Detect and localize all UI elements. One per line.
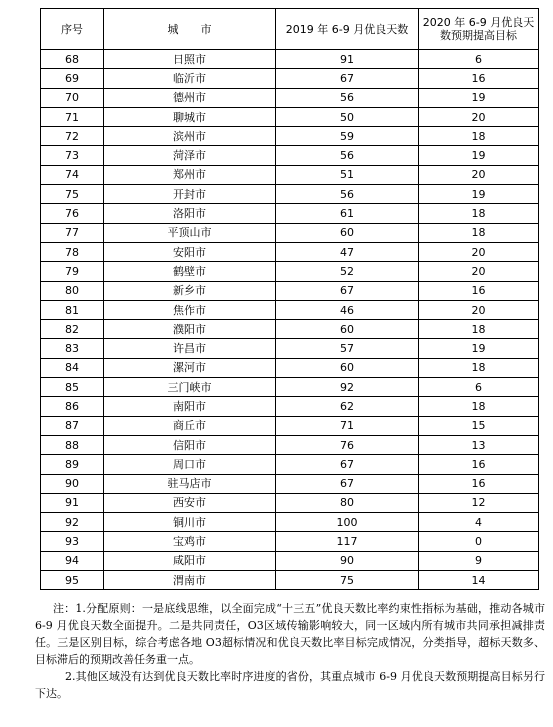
header-2020-target: 2020 年 6-9 月优良天数预期提高目标 — [419, 9, 539, 50]
table-row — [41, 320, 539, 339]
table-row — [41, 416, 539, 435]
cell-serial: 92 — [41, 513, 104, 532]
table-row — [41, 204, 539, 223]
cell-2019-days: 67 — [276, 455, 419, 474]
cell-2020-target: 19 — [419, 339, 539, 358]
cell-2019-days: 91 — [276, 50, 419, 69]
cell-2019-days: 76 — [276, 435, 419, 454]
table-row — [41, 107, 539, 126]
cell-2020-target: 19 — [419, 146, 539, 165]
cell-city: 周口市 — [104, 455, 276, 474]
cell-2020-target: 20 — [419, 165, 539, 184]
cell-serial: 75 — [41, 185, 104, 204]
cell-serial: 77 — [41, 223, 104, 242]
cell-serial: 83 — [41, 339, 104, 358]
cell-serial: 73 — [41, 146, 104, 165]
cell-2020-target: 19 — [419, 88, 539, 107]
cell-serial: 74 — [41, 165, 104, 184]
cell-serial: 85 — [41, 378, 104, 397]
cell-city: 郑州市 — [104, 165, 276, 184]
cell-2019-days: 50 — [276, 107, 419, 126]
cell-city: 德州市 — [104, 88, 276, 107]
cell-city: 聊城市 — [104, 107, 276, 126]
cell-2019-days: 56 — [276, 185, 419, 204]
cell-2020-target: 18 — [419, 397, 539, 416]
cell-city: 宝鸡市 — [104, 532, 276, 551]
cell-city: 咸阳市 — [104, 551, 276, 570]
cell-serial: 84 — [41, 358, 104, 377]
cell-2019-days: 67 — [276, 69, 419, 88]
cell-city: 南阳市 — [104, 397, 276, 416]
notes-section — [35, 600, 545, 702]
table-row — [41, 455, 539, 474]
cell-serial: 76 — [41, 204, 104, 223]
cell-2020-target: 16 — [419, 455, 539, 474]
cell-2020-target: 16 — [419, 474, 539, 493]
cell-2019-days: 60 — [276, 320, 419, 339]
cell-2020-target: 0 — [419, 532, 539, 551]
cell-2020-target: 20 — [419, 242, 539, 261]
cell-city: 日照市 — [104, 50, 276, 69]
table-row — [41, 378, 539, 397]
cell-serial: 91 — [41, 493, 104, 512]
cell-2019-days: 56 — [276, 88, 419, 107]
cell-serial: 95 — [41, 571, 104, 590]
cell-city: 焦作市 — [104, 300, 276, 319]
cell-2020-target: 13 — [419, 435, 539, 454]
table-row — [41, 185, 539, 204]
table-row — [41, 339, 539, 358]
cell-2019-days: 117 — [276, 532, 419, 551]
cell-2020-target: 18 — [419, 358, 539, 377]
table-row — [41, 127, 539, 146]
header-serial: 序号 — [41, 9, 104, 50]
cell-city: 信阳市 — [104, 435, 276, 454]
cell-city: 菏泽市 — [104, 146, 276, 165]
cell-2019-days: 52 — [276, 262, 419, 281]
cell-city: 许昌市 — [104, 339, 276, 358]
cell-2019-days: 62 — [276, 397, 419, 416]
cell-city: 商丘市 — [104, 416, 276, 435]
table-row — [41, 281, 539, 300]
cell-city: 安阳市 — [104, 242, 276, 261]
cell-serial: 72 — [41, 127, 104, 146]
cell-2020-target: 19 — [419, 185, 539, 204]
cell-2020-target: 18 — [419, 223, 539, 242]
cell-2019-days: 56 — [276, 146, 419, 165]
cell-2020-target: 20 — [419, 107, 539, 126]
cell-city: 濮阳市 — [104, 320, 276, 339]
cell-serial: 70 — [41, 88, 104, 107]
cell-2020-target: 20 — [419, 300, 539, 319]
cell-city: 临沂市 — [104, 69, 276, 88]
cell-2019-days: 47 — [276, 242, 419, 261]
cell-2019-days: 51 — [276, 165, 419, 184]
cell-city: 西安市 — [104, 493, 276, 512]
cell-city: 滨州市 — [104, 127, 276, 146]
cell-2019-days: 67 — [276, 474, 419, 493]
cell-city: 开封市 — [104, 185, 276, 204]
table-row — [41, 551, 539, 570]
cell-2020-target: 14 — [419, 571, 539, 590]
cell-serial: 87 — [41, 416, 104, 435]
table-row — [41, 146, 539, 165]
table-row — [41, 532, 539, 551]
cell-2019-days: 92 — [276, 378, 419, 397]
cell-city: 新乡市 — [104, 281, 276, 300]
note-1: 注：1.分配原则：一是底线思维，以全面完成“十三五”优良天数比率约束性指标为基础，推动各城市 6-9 月优良天数全面提升。二是共同责任，O3区域传输影响较大，同一区域内所有城市共同承担减排责任。三是区别目标，综合考虑各地 O3超标情况和优良天数比率目标完成情况，分类指导，超标天数多、目标滞后的预期改善任务重一点。 — [35, 602, 545, 666]
cell-city: 漯河市 — [104, 358, 276, 377]
cell-2020-target: 20 — [419, 262, 539, 281]
cell-serial: 71 — [41, 107, 104, 126]
cell-serial: 78 — [41, 242, 104, 261]
table-row — [41, 358, 539, 377]
header-2019-days: 2019 年 6-9 月优良天数 — [276, 9, 419, 50]
cell-serial: 81 — [41, 300, 104, 319]
table-row — [41, 300, 539, 319]
cell-2019-days: 57 — [276, 339, 419, 358]
cell-city: 驻马店市 — [104, 474, 276, 493]
cell-2019-days: 60 — [276, 358, 419, 377]
cell-serial: 69 — [41, 69, 104, 88]
data-table-container — [40, 8, 538, 590]
table-row — [41, 88, 539, 107]
table-row — [41, 435, 539, 454]
cell-2019-days: 46 — [276, 300, 419, 319]
cell-city: 鹤壁市 — [104, 262, 276, 281]
table-row — [41, 69, 539, 88]
cell-serial: 90 — [41, 474, 104, 493]
cell-serial: 82 — [41, 320, 104, 339]
note-2: 2.其他区域没有达到优良天数比率时序进度的省份，其重点城市 6-9 月优良天数预期提高目标另行下达。 — [35, 670, 545, 700]
cell-serial: 68 — [41, 50, 104, 69]
table-row — [41, 474, 539, 493]
cell-2020-target: 9 — [419, 551, 539, 570]
cell-city: 铜川市 — [104, 513, 276, 532]
cell-serial: 89 — [41, 455, 104, 474]
cell-2020-target: 6 — [419, 378, 539, 397]
cell-serial: 88 — [41, 435, 104, 454]
cell-2020-target: 18 — [419, 320, 539, 339]
cell-2019-days: 59 — [276, 127, 419, 146]
table-row — [41, 513, 539, 532]
cell-2019-days: 90 — [276, 551, 419, 570]
cell-2020-target: 12 — [419, 493, 539, 512]
cell-city: 三门峡市 — [104, 378, 276, 397]
table-row — [41, 223, 539, 242]
cell-2019-days: 80 — [276, 493, 419, 512]
cell-serial: 86 — [41, 397, 104, 416]
cell-2020-target: 15 — [419, 416, 539, 435]
cell-serial: 80 — [41, 281, 104, 300]
table-row — [41, 242, 539, 261]
good-air-days-table — [40, 8, 539, 590]
cell-serial: 94 — [41, 551, 104, 570]
cell-city: 渭南市 — [104, 571, 276, 590]
cell-city: 平顶山市 — [104, 223, 276, 242]
table-header-row — [41, 9, 539, 50]
table-row — [41, 165, 539, 184]
cell-2020-target: 6 — [419, 50, 539, 69]
cell-2019-days: 100 — [276, 513, 419, 532]
header-city: 城 市 — [104, 9, 276, 50]
cell-2020-target: 16 — [419, 69, 539, 88]
table-row — [41, 571, 539, 590]
table-row — [41, 50, 539, 69]
cell-2019-days: 67 — [276, 281, 419, 300]
cell-serial: 93 — [41, 532, 104, 551]
cell-2019-days: 60 — [276, 223, 419, 242]
cell-2020-target: 4 — [419, 513, 539, 532]
cell-serial: 79 — [41, 262, 104, 281]
cell-2019-days: 61 — [276, 204, 419, 223]
cell-2019-days: 71 — [276, 416, 419, 435]
table-row — [41, 262, 539, 281]
cell-2020-target: 16 — [419, 281, 539, 300]
table-row — [41, 493, 539, 512]
cell-2020-target: 18 — [419, 204, 539, 223]
cell-2019-days: 75 — [276, 571, 419, 590]
table-row — [41, 397, 539, 416]
cell-2020-target: 18 — [419, 127, 539, 146]
cell-city: 洛阳市 — [104, 204, 276, 223]
